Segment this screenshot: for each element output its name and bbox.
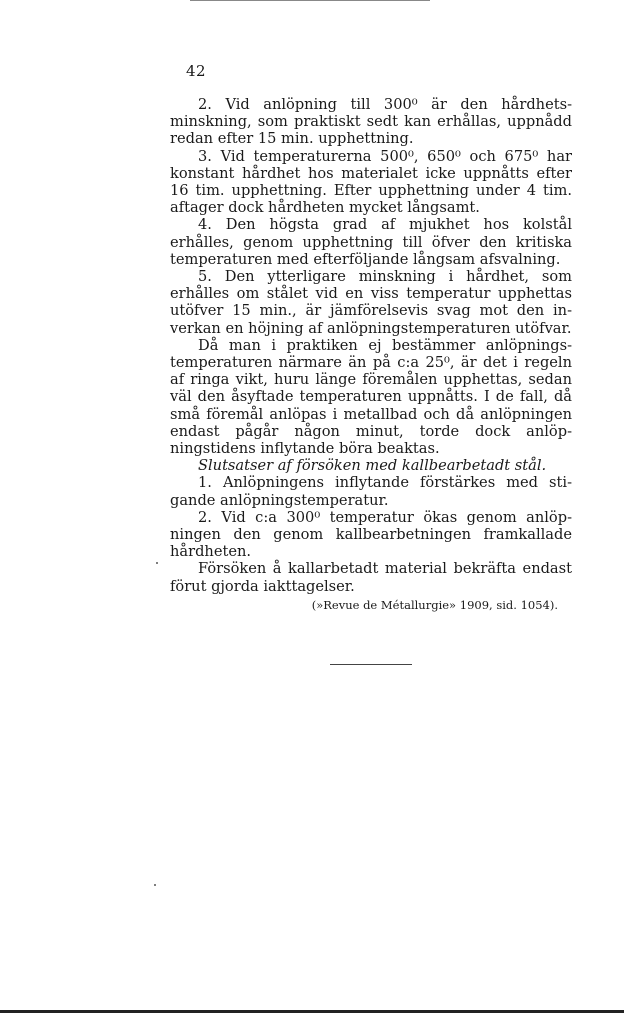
paragraph-point-2: 2. Vid anlöpning till 300⁰ är den hårdhetsminskning, som praktiskt sedt kan erhållas, uppnådd redan efter 15 min. upphettning. <box>170 96 572 148</box>
paragraph-point-4: 4. Den högsta grad af mjukhet hos kolstål erhålles, genom upphettning till öfver den kritiska temperaturen med efterföljande långsam afsvalning. <box>170 216 572 268</box>
page-number: 42 <box>186 62 207 80</box>
citation: (»Revue de Métallurgie» 1909, sid. 1054). <box>311 597 558 612</box>
paragraph-practice: Då man i praktiken ej bestämmer anlöpningstemperaturen närmare än på c:a 25⁰, är det i regeln af ringa vikt, huru länge föremålen upphettas, sedan väl den åsyftade temperaturen uppnåtts. I de fall, då små föremål anlöpas i metallbad och då anlöpningen endast pågår någon minut, torde dock anlöpningstidens inflytande böra beaktas. <box>170 336 572 458</box>
section-heading: Slutsatser af försöken med kallbearbetadt stål. <box>198 457 547 475</box>
paragraph-point-5: 5. Den ytterligare minskning i hårdhet, som erhålles om stålet vid en viss temperatur upphettas utöfver 15 min., är jämförelsevis svag mot den inverkan en höjning af anlöpningstemperaturen utöfvar. <box>170 268 572 337</box>
scan-speck <box>154 884 156 886</box>
scan-edge-bottom <box>0 1010 624 1013</box>
conclusion-2: 2. Vid c:a 300⁰ temperatur ökas genom anlöpningen den genom kallbearbetningen framkallade hårdheten. <box>170 508 572 561</box>
scan-speck <box>156 562 158 564</box>
conclusion-final: Försöken å kallarbetadt material bekräfta endast förut gjorda iakttagelser. <box>170 560 572 595</box>
body-text <box>170 96 572 614</box>
scan-edge-top <box>190 0 430 1</box>
conclusion-1: 1. Anlöpningens inflytande förstärkes med stigande anlöpningstemperatur. <box>170 474 572 509</box>
separator-rule <box>330 664 412 665</box>
paragraph-point-3: 3. Vid temperaturerna 500⁰, 650⁰ och 675⁰ har konstant hårdhet hos materialet icke uppnåtts efter 16 tim. upphettning. Efter upphettning under 4 tim. aftager dock hårdheten mycket långsamt. <box>170 147 572 217</box>
